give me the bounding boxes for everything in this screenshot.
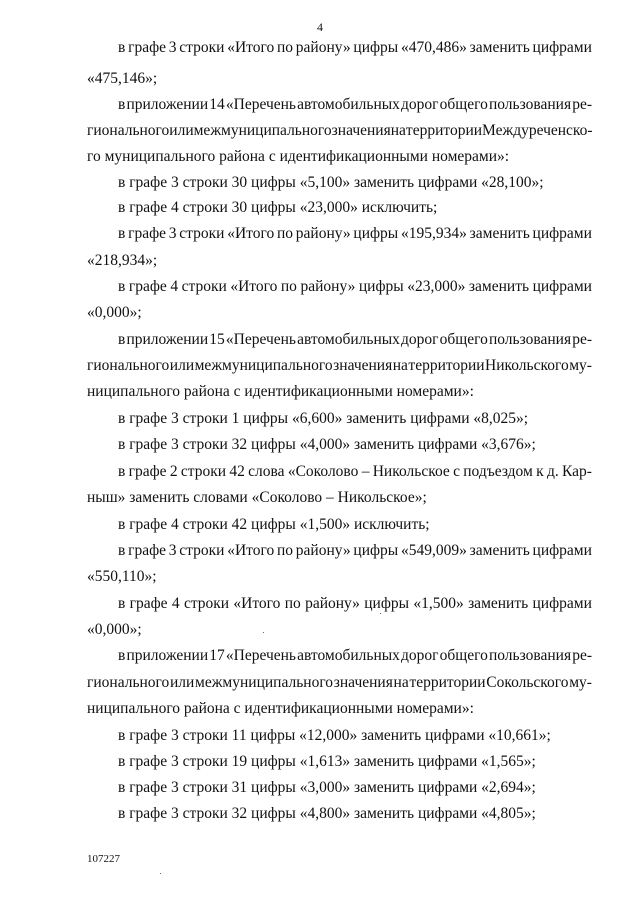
word: в [118,278,126,295]
word: цифрами [532,595,592,612]
word: «470,486» [401,39,467,56]
word: в [118,39,126,56]
body-line [87,674,592,692]
word: графе [128,278,167,295]
word: д. [546,463,559,480]
word: «Итого [227,39,275,56]
word: Междуреченско- [482,122,593,139]
scan-speck [380,613,381,614]
document-code: 107227 [87,853,120,865]
body-line: в графе 3 строки 11 цифры «12,000» заменить цифрами «10,661»; [118,727,551,744]
body-line [118,278,592,296]
word: значения [333,357,393,374]
word: «Перечень [225,331,296,348]
word: по [280,278,297,295]
word: заменить [468,278,530,295]
word: графе [129,595,168,612]
word: цифрами [532,278,592,295]
word: «195,934» [401,225,467,242]
word: по [276,39,294,56]
word: гионального [87,122,170,139]
body-line: «218,934»; [87,252,158,269]
word: Кар- [562,463,592,480]
word: по [284,595,301,612]
word: 17 [209,647,225,664]
word: «1,500» [413,595,464,612]
word: 3 [168,225,177,242]
body-line: в графе 3 строки 30 цифры «5,100» заменить цифрами «28,100»; [118,174,544,191]
word: строки [183,595,230,612]
word: общего [439,647,488,664]
body-line: в графе 4 строки 42 цифры «1,500» исключить; [118,516,430,533]
word: ре- [572,96,592,113]
body-line: в графе 4 строки 30 цифры «23,000» исключить; [118,199,438,216]
word: 14 [209,96,225,113]
word: району» [305,595,360,612]
body-line [87,357,592,375]
scan-speck [263,632,264,633]
word: строки [179,542,225,559]
word: или [170,674,195,691]
body-line: «0,000»; [87,621,142,638]
word: пользования [488,96,572,113]
word: общего [439,96,488,113]
word: Никольского [485,357,569,374]
word: с [453,463,460,480]
word: заменить [469,542,530,559]
word: автомобильных [297,331,400,348]
word: в [118,595,126,612]
word: графе [128,463,167,480]
word: 3 [168,39,177,56]
word: пользования [488,647,572,664]
word: значения [331,122,391,139]
word: общего [439,331,488,348]
word: территории [409,674,486,691]
word: подъездом [463,463,533,480]
word: строки [181,278,227,295]
word: на [390,122,406,139]
word: заменить [469,225,530,242]
word: строки [180,463,227,480]
word: на [392,357,408,374]
word: к [536,463,544,480]
word: «Соколово [287,463,359,480]
word: или [169,357,195,374]
word: слова [248,463,285,480]
word: цифрами [532,39,592,56]
word: строки [179,39,225,56]
word: межмуниципального [195,674,334,691]
body-line [118,463,592,481]
body-line: «475,146»; [87,70,158,87]
scan-speck [160,873,161,874]
word: в [118,331,126,348]
word: «Итого [230,278,278,295]
word: цифрами [532,542,592,559]
word: 2 [169,463,178,480]
word: Сокольского [486,674,569,691]
word: району» [295,225,351,242]
body-line: ниципального района с идентификационными номерами»: [87,383,474,400]
word: территории [405,122,483,139]
body-line [118,39,592,57]
body-line: в графе 3 строки 31 цифры «3,000» заменить цифрами «2,694»; [118,779,536,796]
body-line [118,96,592,114]
word: по [276,542,294,559]
word: территории [408,357,485,374]
body-line: в графе 3 строки 19 цифры «1,613» заменить цифрами «1,565»; [118,753,536,770]
body-line [118,542,592,560]
body-line [118,225,592,243]
word: приложении [126,331,209,348]
word: графе [128,542,167,559]
word: дорог [401,96,439,113]
page-number: 4 [317,20,323,34]
word: приложении [126,96,209,113]
word: или [169,122,194,139]
word: «549,009» [401,542,467,559]
word: 4 [171,595,180,612]
word: Никольское [372,463,450,480]
word: «Перечень [225,96,296,113]
word: «Итого [233,595,281,612]
body-line: в графе 3 строки 32 цифры «4,800» заменить цифрами «4,805»; [118,805,536,822]
word: цифры [353,542,399,559]
body-line: ныш» заменить словами «Соколово – Никольское»; [87,489,427,506]
word: ре- [572,647,592,664]
word: «Перечень [225,647,296,664]
body-line: ниципального района с идентификационными номерами»: [87,700,474,717]
word: 3 [168,542,177,559]
word: автомобильных [297,647,400,664]
body-line [87,122,592,140]
word: 4 [170,278,179,295]
body-line: в графе 3 строки 32 цифры «4,000» заменить цифрами «3,676»; [118,436,536,453]
word: на [393,674,409,691]
word: району» [295,542,351,559]
word: заменить [469,39,530,56]
word: цифры [358,278,404,295]
word: му- [569,357,592,374]
word: «Итого [227,542,275,559]
word: ре- [572,331,592,348]
body-line: в графе 3 строки 1 цифры «6,600» заменить цифрами «8,025»; [118,410,529,427]
word: му- [569,674,592,691]
word: пользования [488,331,572,348]
word: графе [128,225,167,242]
word: в [118,225,126,242]
word: гионального [87,357,170,374]
word: – [361,463,370,480]
word: 42 [229,463,245,480]
word: в [118,542,126,559]
body-line: «0,000»; [87,304,142,321]
word: «Итого [227,225,275,242]
word: цифры [353,225,399,242]
word: району» [295,39,351,56]
word: значения [333,674,393,691]
word: в [118,647,126,664]
body-line [118,595,592,613]
word: району» [300,278,356,295]
body-line: го муниципального района с идентификационными номерами»: [87,148,510,165]
word: заменить [468,595,529,612]
word: «23,000» [407,278,466,295]
word: межмуниципального [194,357,333,374]
word: строки [179,225,225,242]
word: приложении [126,647,209,664]
word: цифры [364,595,410,612]
word: автомобильных [297,96,400,113]
word: в [118,96,126,113]
word: цифры [353,39,399,56]
body-line [118,647,592,665]
word: по [276,225,294,242]
word: дорог [401,331,439,348]
body-line [118,331,592,349]
word: в [118,463,126,480]
word: межмуниципального [193,122,332,139]
body-line: «550,110»; [87,568,157,585]
word: гионального [87,674,170,691]
word: дорог [401,647,439,664]
word: 15 [209,331,225,348]
word: цифрами [532,225,592,242]
word: графе [128,39,167,56]
